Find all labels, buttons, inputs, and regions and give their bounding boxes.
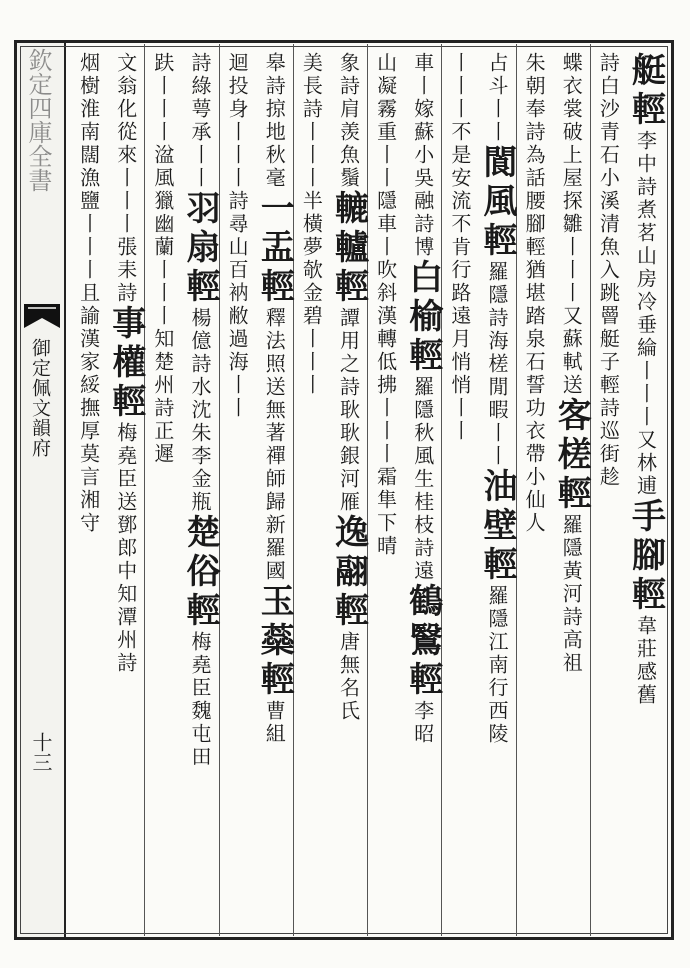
commentary-text: 羅隱江南行西陵 bbox=[484, 585, 509, 746]
headword: 閬風輕 bbox=[476, 144, 517, 261]
commentary-text: 唐無名氏 bbox=[336, 631, 361, 723]
commentary-text: 霜隼下晴 bbox=[373, 466, 398, 558]
headword: 艇輕 bbox=[625, 52, 666, 130]
commentary-text: 湓風獵幽蘭丨丨丨 bbox=[150, 144, 175, 328]
commentary-text: 楊億詩水沈朱李金瓶 bbox=[187, 307, 212, 514]
commentary-text: 美長詩丨丨丨 bbox=[299, 52, 324, 190]
commentary-text: 梅堯臣送鄧郎中知潭州詩 bbox=[113, 422, 138, 675]
commentary-text: 詩綠萼承丨丨 bbox=[187, 52, 212, 190]
headword: 客槎輕 bbox=[551, 397, 592, 514]
commentary-text: 誓功衣帶小仙人 bbox=[522, 374, 547, 535]
commentary-text: 烟樹淮南闊漁鹽丨丨丨 bbox=[76, 52, 101, 282]
headword: 楚俗輕 bbox=[179, 514, 220, 631]
headword: 轆轤輕 bbox=[328, 190, 369, 307]
commentary-text: 蝶衣裳破上屋探雛 bbox=[559, 52, 584, 236]
headword: 鶴鷖輕 bbox=[402, 583, 443, 700]
commentary-text: 迴投身丨丨丨 bbox=[225, 52, 250, 190]
commentary-text: 譚用之詩耿耿銀河雁 bbox=[336, 307, 361, 514]
headword: 逸翮輕 bbox=[328, 514, 369, 631]
page-number: 十三 bbox=[29, 732, 53, 772]
commentary-text: 丨丨丨又蘇軾送 bbox=[559, 236, 584, 397]
commentary-text: 趺丨丨丨 bbox=[150, 52, 175, 144]
commentary-text: 曹組 bbox=[262, 700, 287, 746]
headword: 白榆輕 bbox=[402, 259, 443, 376]
headword: 一盂輕 bbox=[254, 190, 295, 307]
commentary-text: 丨丨丨不是安流不肯行 bbox=[447, 52, 472, 282]
headword: 手腳輕 bbox=[625, 498, 666, 615]
commentary-text: 詩巡街趁 bbox=[596, 397, 621, 489]
headword: 油壁輕 bbox=[476, 468, 517, 585]
text-column bbox=[66, 52, 112, 932]
commentary-text: 釋法照送無著禪師歸新羅國 bbox=[262, 307, 287, 583]
headword: 事權輕 bbox=[105, 305, 146, 422]
commentary-text: 李中詩煮茗山房冷垂綸 bbox=[633, 130, 658, 360]
commentary-text: 羅隱秋風生桂枝詩遠 bbox=[410, 376, 435, 583]
margin-book-title: 御定佩文韻府 bbox=[29, 338, 51, 458]
commentary-text: 皋詩掠地秋毫 bbox=[262, 52, 287, 190]
commentary-text: 路遠月悄悄丨丨 bbox=[447, 282, 472, 443]
commentary-text: 車丨嫁蘇小吳融詩博 bbox=[410, 52, 435, 259]
commentary-text: 且諭漢家綏撫厚莫言湘守 bbox=[76, 282, 101, 535]
headword: 羽扇輕 bbox=[179, 190, 220, 307]
commentary-text: 跳罾艇子輕 bbox=[596, 282, 621, 397]
commentary-text: 吹斜漢轉低拂丨丨丨 bbox=[373, 259, 398, 466]
commentary-text: 詩尋山百衲敝過海丨丨 bbox=[225, 190, 250, 420]
commentary-text: 梅堯臣魏屯田 bbox=[187, 631, 212, 769]
commentary-text: 占斗丨丨 bbox=[484, 52, 509, 144]
commentary-text: 朱朝奉詩為話腰腳輕猶堪踏泉石 bbox=[522, 52, 547, 374]
commentary-text: 羅隱詩海槎閒暇丨丨 bbox=[484, 261, 509, 468]
bleed-through-text: 欽定四庫全書 bbox=[24, 48, 52, 192]
commentary-text: 象詩肩羡魚鬚 bbox=[336, 52, 361, 190]
commentary-text: 詩白沙青石小溪清魚入 bbox=[596, 52, 621, 282]
commentary-text: 山凝霧重丨丨隱車丨 bbox=[373, 52, 398, 259]
commentary-text: 知楚州詩正遲 bbox=[150, 328, 175, 466]
headword: 玉蘂輕 bbox=[254, 583, 295, 700]
commentary-text: 半橫夢欹金碧丨丨丨 bbox=[299, 190, 324, 397]
commentary-text: 丨丨丨又林逋 bbox=[633, 360, 658, 498]
commentary-text: 羅隱黃河詩高祖 bbox=[559, 514, 584, 675]
commentary-text: 韋莊感舊 bbox=[633, 615, 658, 707]
commentary-text: 文翁化從來丨丨丨張耒詩 bbox=[113, 52, 138, 305]
commentary-text: 李昭 bbox=[410, 700, 435, 746]
